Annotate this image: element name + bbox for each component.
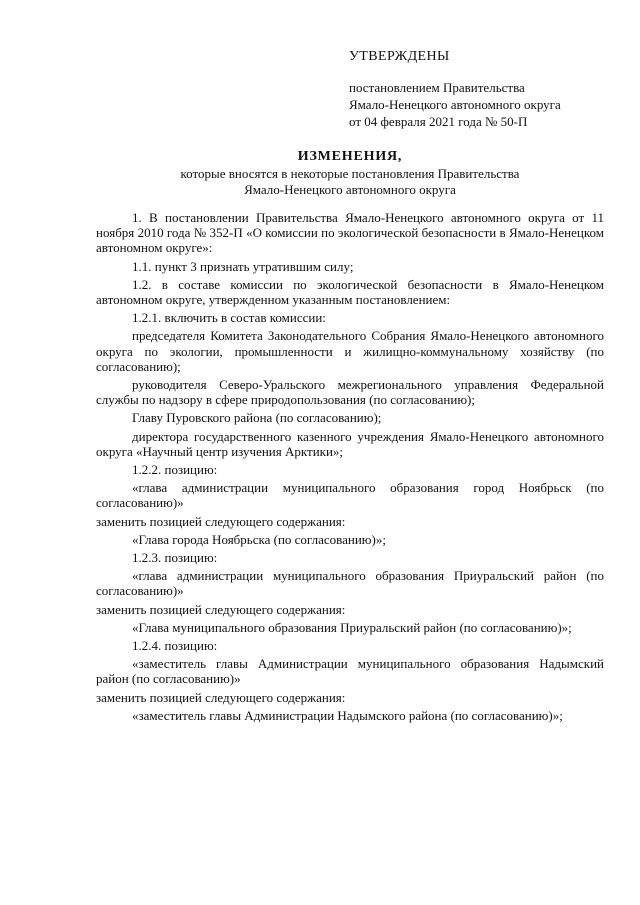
paragraph-replace-1: заменить позицией следующего содержания: [96,513,346,529]
paragraph-member-head-ural: руководителя Северо-Уральского межрегионального управления Федеральной службы по надзору в сфере природопользования (по согласованию); [96,377,604,408]
paragraph-noyabrsk-old: «глава администрации муниципального образования город Ноябрьск (по согласованию)» [96,480,604,511]
paragraph-nadym-old: «заместитель главы Администрации муниципального образования Надымский район (по согласованию)» [96,656,604,687]
paragraph-1-1: 1.1. пункт 3 признать утратившим силу; [132,258,354,274]
paragraph-member-purovsky: Главу Пуровского района (по согласованию); [132,410,382,426]
paragraph-nadym-new: «заместитель главы Администрации Надымского района (по согласованию)»; [132,707,563,723]
approval-heading: УТВЕРЖДЕНЫ [349,49,450,64]
paragraph-member-chairman: председателя Комитета Законодательного Собрания Ямало-Ненецкого автономного округа по экологии, промышленности и жилищно-коммунальному хозяйству (по согласованию); [96,328,604,374]
paragraph-member-director: директора государственного казенного учреждения Ямало-Ненецкого автономного округа «Научный центр изучения Арктики»; [96,428,604,459]
document-body [96,210,604,723]
paragraph-1-2-4: 1.2.4. позицию: [132,638,218,654]
paragraph-replace-3: заменить позицией следующего содержания: [96,689,346,705]
document-subtitle-2: Ямало-Ненецкого автономного округа [244,182,456,197]
document-title-block [96,148,604,198]
paragraph-1: 1. В постановлении Правительства Ямало-Ненецкого автономного округа от 11 ноября 2010 года № 352-П «О комиссии по экологической безопасности в Ямало-Ненецком автономном округе»: [96,210,604,256]
paragraph-1-2-1: 1.2.1. включить в состав комиссии: [132,310,326,326]
paragraph-1-2-2: 1.2.2. позицию: [132,462,218,478]
approval-line-1: постановлением Правительства [349,80,525,95]
document-title: ИЗМЕНЕНИЯ, [297,149,403,164]
paragraph-noyabrsk-new: «Глава города Ноябрьска (по согласованию)»; [132,531,386,547]
paragraph-priuralsky-old: «глава администрации муниципального образования Приуральский район (по согласованию)» [96,568,604,599]
document-subtitle-1: которые вносятся в некоторые постановления Правительства [180,166,520,181]
approval-block [349,48,619,130]
paragraph-replace-2: заменить позицией следующего содержания: [96,601,346,617]
approval-line-3: от 04 февраля 2021 года № 50-П [349,114,528,129]
paragraph-priuralsky-new: «Глава муниципального образования Приуральский район (по согласованию)»; [132,619,572,635]
paragraph-1-2: 1.2. в составе комиссии по экологической безопасности в Ямало-Ненецком автономном округе, утвержденном указанным постановлением: [96,276,604,308]
approval-line-2: Ямало-Ненецкого автономного округа [349,97,561,112]
paragraph-1-2-3: 1.2.3. позицию: [132,550,218,566]
